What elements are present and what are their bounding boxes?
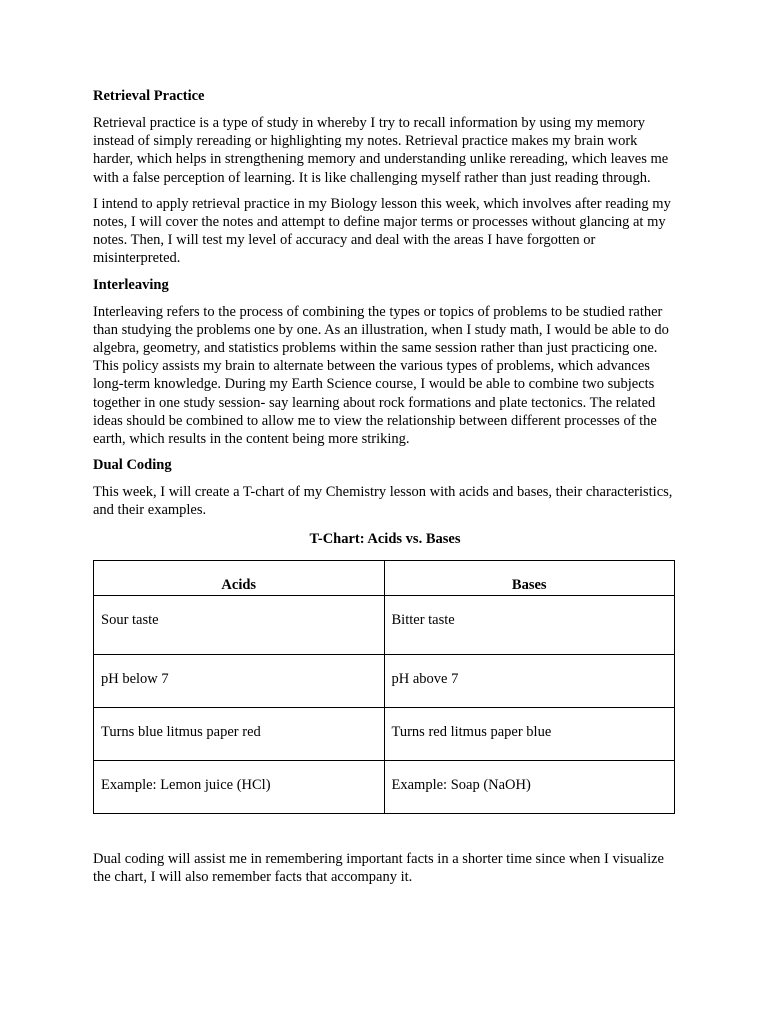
table-row xyxy=(94,707,675,760)
document-page xyxy=(93,87,677,894)
tchart-cell-acid: Turns blue litmus paper red xyxy=(94,707,385,760)
tchart-cell-base: Bitter taste xyxy=(384,595,675,654)
tchart-cell-base: Turns red litmus paper blue xyxy=(384,707,675,760)
tchart-cell-acid: Sour taste xyxy=(94,595,385,654)
tchart-cell-base: Example: Soap (NaOH) xyxy=(384,760,675,813)
paragraph-retrieval-definition: Retrieval practice is a type of study in whereby I try to recall information by using my memory instead of simply rereading or highlighting my notes. Retrieval practice makes my brain work harder, which helps in strengthening memory and understanding unlike rereading, which leaves me with a false perception of learning. It is like challenging myself rather than just reading through. xyxy=(93,115,669,186)
tchart-header-row xyxy=(94,560,675,595)
heading-interleaving: Interleaving xyxy=(93,276,169,293)
paragraph-retrieval-application: I intend to apply retrieval practice in my Biology lesson this week, which involves after reading my notes, I will cover the notes and attempt to define major terms or processes without glancing at my notes. Then, I will test my level of accuracy and deal with the areas I have forgotten or misinterpreted. xyxy=(93,195,671,267)
tchart-cell-base: pH above 7 xyxy=(384,654,675,707)
paragraph-dual-coding-intro: This week, I will create a T-chart of my Chemistry lesson with acids and bases, their characteristics, and their examples. xyxy=(93,484,673,519)
paragraph-dual-coding-closing: Dual coding will assist me in remembering important facts in a shorter time since when I visualize the chart, I will also remember facts that accompany it. xyxy=(93,850,664,885)
tchart-cell-acid: pH below 7 xyxy=(94,654,385,707)
heading-dual-coding: Dual Coding xyxy=(93,457,172,474)
tchart-table xyxy=(93,560,675,814)
tchart-cell-acid: Example: Lemon juice (HCl) xyxy=(94,760,385,813)
table-row xyxy=(94,760,675,813)
tchart-header-acids: Acids xyxy=(94,560,385,595)
paragraph-interleaving: Interleaving refers to the process of combining the types or topics of problems to be studied rather than studying the problems one by one. As an illustration, when I study math, I would be able to do algebra, geometry, and statistics problems within the same session rather than just practicing one. This policy assists my brain to alternate between the various types of problems, which advances long-term knowledge. During my Earth Science course, I would be able to combine two subjects together in one study session- say learning about rock formations and plate tectonics. The related ideas should be combined to allow me to view the relationship between different processes of the earth, which results in the content being more striking. xyxy=(93,303,669,448)
tchart-title: T-Chart: Acids vs. Bases xyxy=(309,530,461,547)
tchart-header-bases: Bases xyxy=(384,560,675,595)
table-row xyxy=(94,654,675,707)
table-row xyxy=(94,595,675,654)
heading-retrieval-practice: Retrieval Practice xyxy=(93,88,205,104)
